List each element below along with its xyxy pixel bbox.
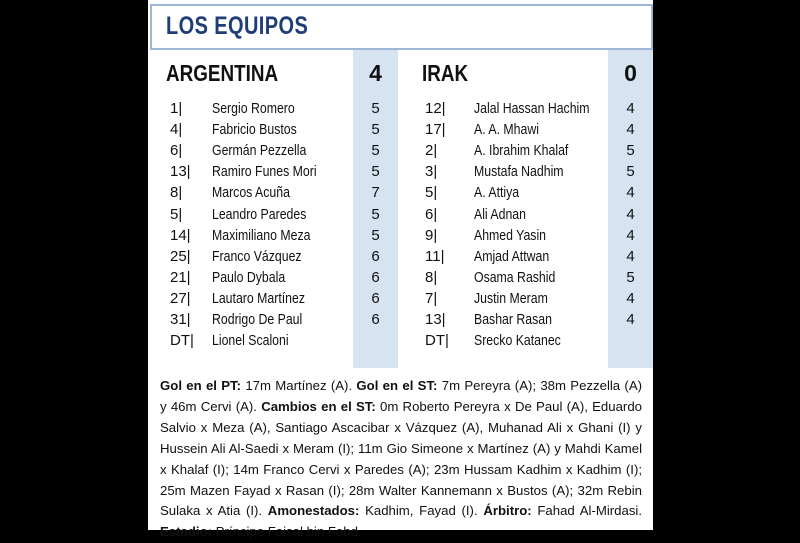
player-name: Srecko Katanec bbox=[474, 332, 561, 350]
player-name: Mustafa Nadhim bbox=[474, 163, 564, 181]
player-name: Bashar Rasan bbox=[474, 311, 552, 328]
player-rating: 5 bbox=[371, 226, 380, 244]
player-rating: 6 bbox=[371, 247, 380, 265]
player-number: 13| bbox=[170, 163, 191, 181]
player-number: 2| bbox=[425, 142, 438, 160]
player-rating: 4 bbox=[626, 100, 635, 117]
goals-st: 7m Pereyra (A); 38m Pezzella (A) y 46m Cervi (A). bbox=[160, 378, 643, 414]
player-number: 7| bbox=[425, 289, 438, 307]
player-rating: 4 bbox=[626, 205, 635, 223]
player-rating: 5 bbox=[371, 205, 380, 223]
player-name: Amjad Attwan bbox=[474, 247, 550, 265]
player-name: Rodrigo De Paul bbox=[212, 311, 303, 328]
player-number: 14| bbox=[170, 226, 191, 244]
player-number: 27| bbox=[170, 289, 191, 307]
player-rating: 6 bbox=[371, 268, 380, 286]
player-number: 9| bbox=[425, 226, 438, 244]
player-name: Fabricio Bustos bbox=[212, 121, 297, 139]
player-name: Germán Pezzella bbox=[212, 142, 307, 160]
section-title: LOS EQUIPOS bbox=[166, 12, 309, 40]
player-name: Justin Meram bbox=[474, 289, 548, 307]
player-rating: 5 bbox=[371, 142, 380, 160]
team-b-score: 0 bbox=[624, 60, 637, 86]
player-name: Osama Rashid bbox=[474, 268, 556, 286]
player-rating: 5 bbox=[626, 268, 635, 286]
cards: Kadhim, Fayad (I). bbox=[359, 503, 484, 519]
player-number: 25| bbox=[170, 247, 191, 265]
player-name: A. Ibrahim Khalaf bbox=[474, 142, 569, 160]
referee-label: Árbitro: bbox=[483, 503, 532, 519]
player-rating: 6 bbox=[371, 289, 380, 307]
player-number: 11| bbox=[425, 247, 445, 265]
player-number: DT| bbox=[425, 332, 449, 350]
title-box bbox=[150, 4, 653, 50]
player-number: 21| bbox=[170, 268, 191, 286]
player-number: DT| bbox=[170, 332, 194, 350]
player-rating: 4 bbox=[626, 247, 635, 265]
player-name: Ramiro Funes Mori bbox=[212, 163, 317, 181]
player-name: Sergio Romero bbox=[212, 100, 295, 117]
team-b-name: IRAK bbox=[422, 60, 469, 86]
player-number: 4| bbox=[170, 121, 183, 139]
player-number: 8| bbox=[425, 268, 438, 286]
player-number: 6| bbox=[170, 142, 183, 160]
player-name: Ali Adnan bbox=[474, 205, 526, 223]
team-a-name: ARGENTINA bbox=[166, 60, 279, 86]
player-number: 31| bbox=[170, 311, 191, 328]
player-rating: 5 bbox=[626, 142, 635, 160]
player-rating: 4 bbox=[626, 226, 635, 244]
player-rating: 5 bbox=[626, 163, 635, 181]
goals-pt: 17m Martínez (A). bbox=[241, 378, 357, 393]
player-name: Maximiliano Meza bbox=[212, 226, 311, 244]
player-rating: 6 bbox=[371, 311, 380, 328]
goals-pt-label: Gol en el PT: bbox=[160, 378, 242, 393]
player-rating: 5 bbox=[371, 163, 380, 181]
subs-label: Cambios en el ST: bbox=[261, 398, 376, 414]
cards-label: Amonestados: bbox=[267, 503, 360, 519]
player-name: Leandro Paredes bbox=[212, 205, 307, 223]
lineups-card bbox=[148, 0, 653, 540]
player-rating: 4 bbox=[626, 311, 635, 328]
player-name: Jalal Hassan Hachim bbox=[474, 100, 590, 117]
goals-st-label: Gol en el ST: bbox=[356, 378, 438, 393]
team-a-score: 4 bbox=[369, 60, 382, 86]
player-number: 1| bbox=[170, 100, 183, 117]
player-number: 8| bbox=[170, 184, 183, 202]
player-name: A. A. Mhawi bbox=[474, 121, 539, 139]
player-number: 12| bbox=[425, 100, 446, 117]
player-number: 5| bbox=[170, 205, 183, 223]
player-rating: 4 bbox=[626, 184, 635, 202]
player-rating: 5 bbox=[371, 100, 380, 117]
stadium: Príncipe Faisal bin Fahd. bbox=[212, 524, 362, 540]
player-name: Marcos Acuña bbox=[212, 184, 290, 202]
player-number: 3| bbox=[425, 163, 438, 181]
referee: Fahad Al-Mirdasi. bbox=[531, 503, 643, 519]
subs: 0m Roberto Pereyra x De Paul (A), Eduardo Salvio x Meza (A), Santiago Ascacibar x Vázquez (A), Muhanad Ali x Ghani (I) y Hussein Ali Al-Saedi x Meram (I); 11m Gio Simeone x Martínez (A) y Mahdi Kamel x Khalaf (I); 14m Franco Cervi x Paredes (A); 23m Hussam Kadhim x Kadhim (I); 25m Mazen Fayad x Rasan (I); 28m Walter Kannemann x Bustos (A); 32m Rebin Sulaka x Atia (I). bbox=[160, 398, 642, 519]
player-name: Ahmed Yasin bbox=[474, 226, 547, 244]
player-number: 13| bbox=[425, 311, 446, 328]
player-rating: 4 bbox=[626, 289, 635, 307]
player-rating: 4 bbox=[626, 121, 635, 139]
match-notes bbox=[160, 376, 642, 543]
player-name: A. Attiya bbox=[474, 184, 520, 202]
player-rating: 7 bbox=[371, 184, 380, 202]
player-name: Lautaro Martínez bbox=[212, 289, 305, 307]
stadium-label: Estadio: bbox=[160, 524, 213, 540]
player-number: 5| bbox=[425, 184, 438, 202]
player-name: Lionel Scaloni bbox=[212, 332, 289, 350]
player-rating: 5 bbox=[371, 121, 380, 139]
player-number: 6| bbox=[425, 205, 438, 223]
player-number: 17| bbox=[425, 121, 446, 139]
player-name: Paulo Dybala bbox=[212, 268, 286, 286]
player-name: Franco Vázquez bbox=[212, 247, 302, 265]
